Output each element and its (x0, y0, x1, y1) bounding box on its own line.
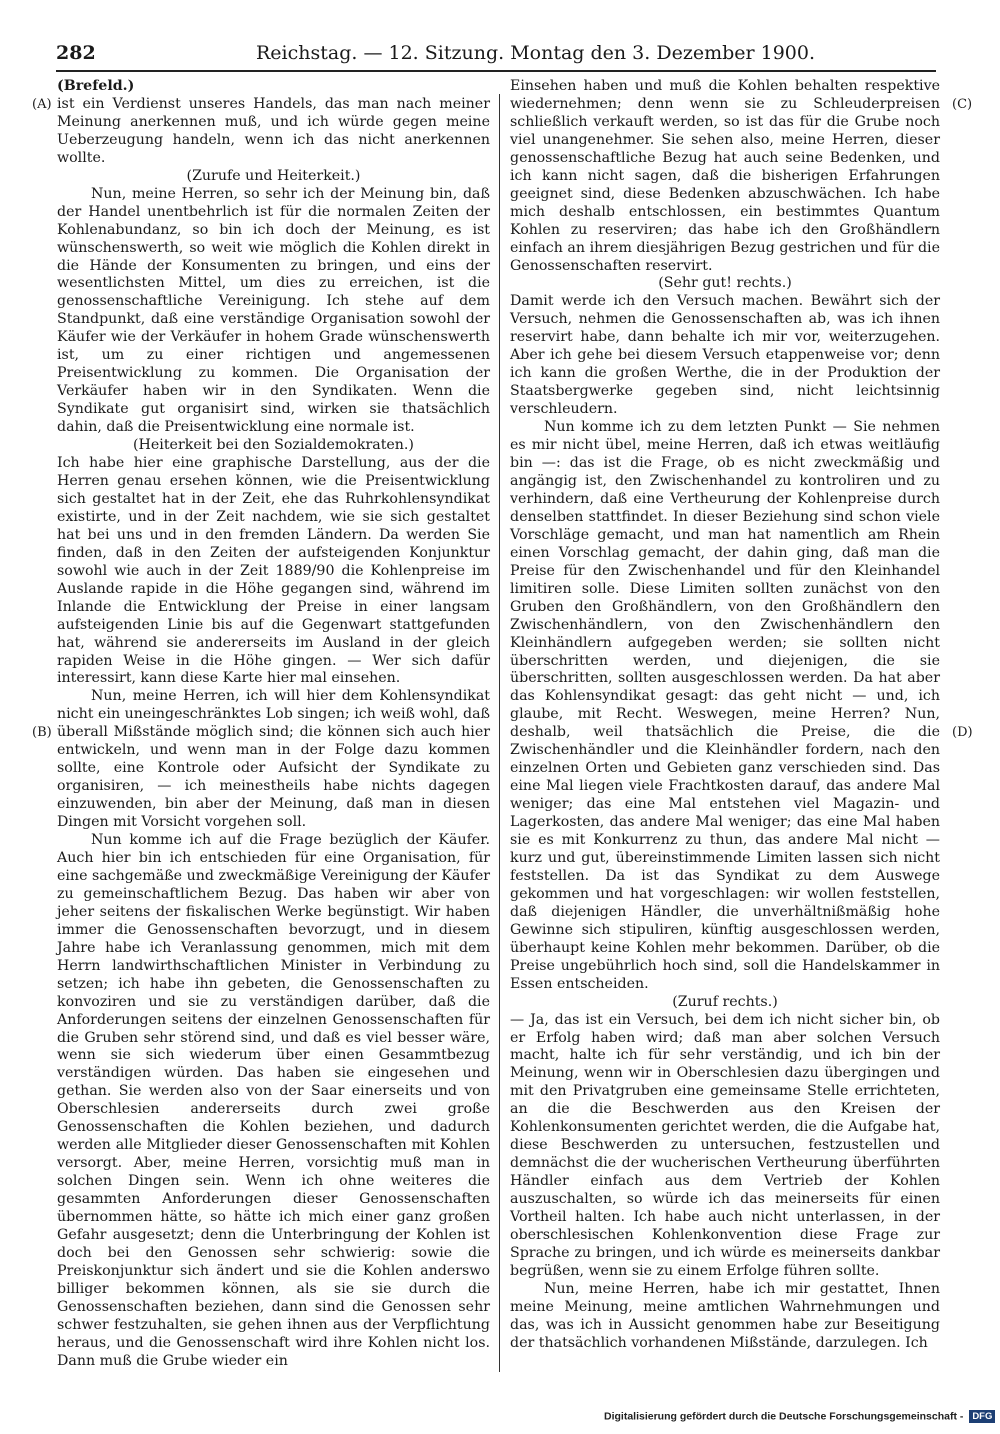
paragraph: Nun, meine Herren, so sehr ich der Meinung bin, daß der Handel unentbehrlich ist für die normalen Zeiten der Kohlenabundanz, so bin ich doch der Meinung, es ist wünschenswerth, so weit wie möglich die Kohlen direkt in die Hände der Konsumenten zu bringen, und eins der wesentlichsten Mittel, um dies zu erreichen, ist die genossenschaftliche Vereinigung. Ich stehe auf dem Standpunkt, daß eine verständige Organisation sowohl der Käufer wie der Verkäufer in hohem Grade wünschenswerth ist, um zu einer richtigen und angemessenen Preisentwicklung zu kommen. Die Organisation der Verkäufer haben wir in den Syndikaten. Wenn die Syndikate gut organisirt sind, wirken sie thatsächlich dahin, daß die Preisentwicklung eine normale ist. (57, 185, 490, 436)
interjection: (Heiterkeit bei den Sozialdemokraten.) (133, 437, 414, 454)
paragraph: Einsehen haben und muß die Kohlen behalten respektive wiedernehmen; denn wenn sie zu Schleuderpreisen schließlich verkauft werden, so ist das für die Grube noch viel unangenehmer. Sie sehen also, meine Herren, dieser genossenschaftliche Bezug hat auch seine Bedenken, und ich kann nicht sagen, daß die bisherigen Erfahrungen geeignet sind, diese Bedenken abzuschwächen. Ich habe mich deshalb entschlossen, ein bestimmtes Quantum Kohlen zu reserviren; das habe ich den Großhändlern einfach an ihrem diesjährigen Bezug gestrichen und für die Genossenschaften reservirt. (510, 78, 940, 274)
digitization-footer (604, 1410, 993, 1423)
paragraph: Nun, meine Herren, ich will hier dem Kohlensyndikat nicht ein uneingeschränktes Lob singen; ich weiß wohl, daß überall Mißstände möglich sind; die können sich auch hier entwickeln, und wenn man in der Folge dazu kommen sollte, eine Kontrole oder Aufsicht der Syndikate zu organisiren, — ich meinestheils habe nichts dagegen einzuwenden, bin aber der Meinung, daß man in diesen Dingen mit Vorsicht vorgehen soll. (57, 688, 490, 831)
page-number: 282 (56, 42, 96, 64)
margin-marker-c: (C) (952, 97, 973, 112)
page-header (56, 42, 936, 72)
column-divider (499, 94, 500, 1372)
paragraph: Damit werde ich den Versuch machen. Bewährt sich der Versuch, nehmen die Genossenschaften ab, was ich ihnen reservirt habe, dann behalte ich mir vor, weiterzugehen. Aber ich gehe bei diesem Versuch etappenweise vor; denn ich kann die großen Werthe, die in der Produktion der Staatsbergwerke gegeben sind, nicht leichtsinnig verschleudern. (510, 293, 940, 418)
footer-text: Digitalisierung gefördert durch die Deutsche Forschungsgemeinschaft - (604, 1410, 964, 1423)
interjection: (Zuruf rechts.) (672, 993, 778, 1010)
speaker-label: (Brefeld.) (57, 78, 135, 94)
margin-marker-a: (A) (32, 97, 52, 112)
paragraph: Nun komme ich auf die Frage bezüglich der Käufer. Auch hier bin ich entschieden für eine Organisation, für eine sachgemäße und zweckmäßige Vereinigung der Käufer zu gemeinschaftlichem Bezug. Das haben wir aber von jeher seitens der fiskalischen Werke begünstigt. Wir haben immer die Genossenschaften bevorzugt, und in diesem Jahre habe ich Veranlassung genommen, mich mit dem Herrn landwirthschaftlichen Minister in Verbindung zu setzen; ich habe ihn gebeten, die Genossenschaften zu konvoziren und sie zu verständigen darüber, daß die Anforderungen seitens der einzelnen Genossenschaften für die Gruben sehr störend sind, und daß es viel besser wäre, wenn sie sich wiederum über einen Gesammtbezug verständigen würden. Das haben sie eingesehen und gethan. Sie werden also von der Saar einerseits und von Oberschlesien andererseits durch zwei große Genossenschaften die Kohlen beziehen, und dadurch werden alle Mitglieder dieser Genossenschaften mit Kohlen versorgt. Aber, meine Herren, vorsichtig muß man in solchen Dingen sein. Wenn ich ohne weiteres die gesammten Anforderungen dieser Genossenschaften übernommen hätte, so hätte ich mich einer ganz großen Gefahr ausgesetzt; denn die Unterbringung der Kohlen ist doch bei den Genossen sehr schwierig: sowie die Preiskonjunktur sich ändert und sie die Kohlen anderswo billiger bekommen können, als sie sie durch die Genossenschaften beziehen, dann sind die Genossen sehr schwer festzuhalten, sie gehen ihnen aus der Verpflichtung heraus, und die Genossenschaft wird ihre Kohlen nicht los. Dann muß die Grube wieder ein (57, 832, 490, 1369)
paragraph: — Ja, das ist ein Versuch, bei dem ich nicht sicher bin, ob er Erfolg haben wird; daß man aber solchen Versuch macht, halte ich für sehr verständig, und ich bin der Meinung, wenn wir in Oberschlesien dazu übergingen und mit den Privatgruben eine gemeinsame Stelle errichteten, an die die Beschwerden aus den Kreisen der Kohlenkonsumenten gerichtet werden, die die Aufgabe hat, diese Beschwerden zu untersuchen, festzustellen und demnächst die der wucherischen Vertheurung überführten Händler einfach aus dem Vertrieb der Kohlen auszuschalten, so würde ich das meinerseits für einen Vortheil halten. Ich habe auch nicht unterlassen, in der oberschlesischen Kohlenkonvention diese Frage zur Sprache zu bringen, und ich würde es meinerseits dankbar begrüßen, wenn sie zu einem Erfolge führen sollte. (510, 1011, 940, 1279)
left-column (57, 78, 490, 1371)
interjection: (Zurufe und Heiterkeit.) (186, 167, 361, 184)
margin-marker-b: (B) (32, 725, 52, 740)
paragraph: Nun, meine Herren, habe ich mir gestattet, Ihnen meine Meinung, meine amtlichen Wahrnehmungen und das, was ich in Aussicht genommen habe zur Beseitigung der thatsächlich vorhandenen Mißstände, darzulegen. Ich (510, 1280, 940, 1351)
running-title: Reichstag. — 12. Sitzung. Montag den 3. Dezember 1900. (256, 42, 816, 64)
paragraph: Ich habe hier eine graphische Darstellung, aus der die Herren genau ersehen können, wie die Preisentwicklung sich gestaltet hat in der Zeit, ehe das Ruhrkohlensyndikat existirte, und in der Zeit nachdem, wie sie sich gestaltet hat bei uns und in den fremden Ländern. Da werden Sie finden, daß in den Zeiten der aufsteigenden Konjunktur sowohl wie auch in der Zeit 1889/90 die Kohlenpreise im Auslande rapide in die Höhe gegangen sind, während im Inlande die Entwicklung der Preise in einer langsam aufsteigenden Linie bis auf die Gegenwart stattgefunden hat, während sie andererseits im Ausland in der gleich rapiden Weise in die Höhe gingen. — Wer sich dafür interessirt, kann diese Karte hier mal einsehen. (57, 455, 490, 687)
paragraph: ist ein Verdienst unseres Handels, das man nach meiner Meinung anerkennen muß, und ich würde gegen meine Ueberzeugung handeln, wenn ich das nicht anerkennen wollte. (57, 95, 490, 166)
dfg-logo: DFG (969, 1410, 995, 1423)
margin-marker-d: (D) (952, 725, 973, 740)
interjection: (Sehr gut! rechts.) (658, 275, 792, 292)
header-rule (56, 70, 936, 72)
right-column (510, 78, 940, 1353)
paragraph: Nun komme ich zu dem letzten Punkt — Sie nehmen es mir nicht übel, meine Herren, daß ich etwas weitläufig bin —: das ist die Frage, ob es nicht zweckmäßig und angängig ist, den Zwischenhandel zu kontroliren und zu verhindern, daß eine Vertheurung der Kohlenpreise durch denselben stattfindet. In dieser Beziehung sind schon viele Vorschläge gemacht, und man hat namentlich am Rhein einen Vorschlag gemacht, der dahin ging, daß man die Preise für den Zwischenhandel und für den Kleinhandel limitiren solle. Diese Limiten sollten zunächst von den Gruben den Großhändlern, von den Großhändlern den Zwischenhändlern, von den Zwischenhändlern den Kleinhändlern aufgegeben werden; sie sollten nicht überschritten werden, und diejenigen, die sie überschritten, sollten ausgeschlossen werden. Da hat aber das Kohlensyndikat gesagt: das geht nicht — und, ich glaube, mit Recht. Weswegen, meine Herren? Nun, deshalb, weil thatsächlich die Preise, die die Zwischenhändler und die Kleinhändler fordern, nach den einzelnen Orten und Gebieten ganz verschieden sind. Das eine Mal liegen viele Frachtkosten darauf, das andere Mal weniger; das eine Mal entstehen viel Magazin- und Lagerkosten, das andere Mal weniger; das eine Mal haben sie es mit Konkurrenz zu thun, das andere Mal nicht — kurz und gut, übereinstimmende Limiten lassen sich nicht feststellen. Da ist das Syndikat zu dem Auswege gekommen und hat vorgeschlagen: wir wollen feststellen, daß diejenigen Händler, die unverhältnißmäßig hohe Gewinne sich stipuliren, künftig ausgeschlossen werden, überhaupt keine Kohlen mehr bekommen. Darüber, ob die Preise ungebührlich hoch sind, soll die Handelskammer in Essen entscheiden. (510, 419, 940, 992)
